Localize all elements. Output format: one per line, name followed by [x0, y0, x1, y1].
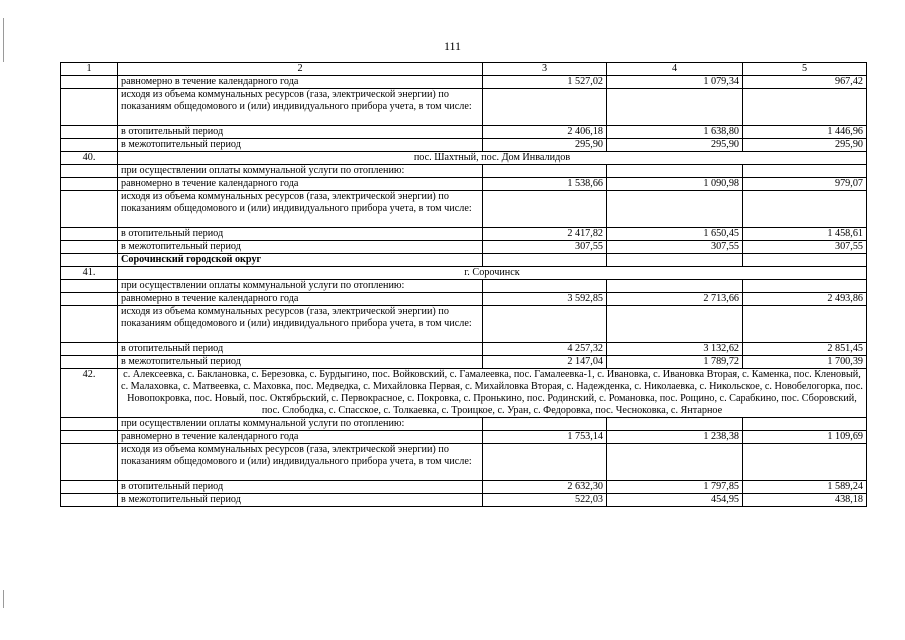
- item-number: 42.: [61, 369, 118, 418]
- value-cell: [483, 444, 607, 481]
- number-cell: [61, 343, 118, 356]
- value-cell: 2 493,86: [743, 293, 867, 306]
- number-cell: [61, 241, 118, 254]
- value-cell: [607, 89, 743, 126]
- value-cell: [607, 418, 743, 431]
- number-cell: [61, 431, 118, 444]
- scan-edge-mark: [3, 590, 4, 608]
- value-cell: 1 638,80: [607, 126, 743, 139]
- label-cell: равномерно в течение календарного года: [118, 76, 483, 89]
- table-row: [61, 178, 867, 191]
- value-cell: [607, 444, 743, 481]
- table-row: [61, 494, 867, 507]
- value-cell: 1 238,38: [607, 431, 743, 444]
- table-row: [61, 89, 867, 126]
- value-cell: [607, 306, 743, 343]
- value-cell: [483, 89, 607, 126]
- settlement-list: с. Алексеевка, с. Баклановка, с. Березовка, с. Бурдыгино, пос. Войковский, с. Гамалеевка, пос. Гамалеевка-1, с. Ивановка, с. Ивановка Вторая, с. Каменка, пос. Кленовый, с. Малаховка, с. Матвеевка, с. Маховка, пос. Медведка, с. Михайловка Первая, с. Михайловка Вторая, с. Надежденка, с. Николаевка, с. Никольское, с. Новобелогорка, пос. Новопокровка, пос. Новый, пос. Октябрьский, с. Первокрасное, с. Покровка, с. Пронькино, пос. Родинский, с. Романовка, пос. Рощино, с. Сарабкино, пос. Сборовский, пос. Слободка, с. Спасское, с. Толкаевка, с. Троицкое, с. Уран, с. Федоровка, пос. Чесноковка, с. Янтарное: [118, 369, 867, 418]
- value-cell: 295,90: [483, 139, 607, 152]
- value-cell: 438,18: [743, 494, 867, 507]
- value-cell: [743, 191, 867, 228]
- value-cell: [743, 254, 867, 267]
- number-cell: [61, 444, 118, 481]
- number-cell: [61, 228, 118, 241]
- number-cell: [61, 481, 118, 494]
- value-cell: [607, 280, 743, 293]
- number-cell: [61, 76, 118, 89]
- value-cell: [743, 444, 867, 481]
- header-cell: 1: [61, 63, 118, 76]
- value-cell: 3 132,62: [607, 343, 743, 356]
- value-cell: [743, 306, 867, 343]
- number-cell: [61, 280, 118, 293]
- number-cell: [61, 165, 118, 178]
- value-cell: 522,03: [483, 494, 607, 507]
- table-row: [61, 356, 867, 369]
- number-cell: [61, 494, 118, 507]
- header-cell: 5: [743, 63, 867, 76]
- item-number: 41.: [61, 267, 118, 280]
- value-cell: 307,55: [607, 241, 743, 254]
- table-row: [61, 267, 867, 280]
- header-cell: 3: [483, 63, 607, 76]
- table-row: [61, 165, 867, 178]
- value-cell: 1 538,66: [483, 178, 607, 191]
- value-cell: [483, 254, 607, 267]
- table-row: [61, 280, 867, 293]
- number-cell: [61, 178, 118, 191]
- value-cell: 4 257,32: [483, 343, 607, 356]
- value-cell: 2 406,18: [483, 126, 607, 139]
- table-row: [61, 369, 867, 418]
- table-row: [61, 254, 867, 267]
- number-cell: [61, 293, 118, 306]
- number-cell: [61, 254, 118, 267]
- value-cell: 454,95: [607, 494, 743, 507]
- label-cell: при осуществлении оплаты коммунальной услуги по отоплению:: [118, 418, 483, 431]
- value-cell: [743, 165, 867, 178]
- table-header-row: [61, 63, 867, 76]
- table-row: [61, 444, 867, 481]
- label-cell: в межотопительный период: [118, 139, 483, 152]
- table-row: [61, 139, 867, 152]
- label-cell: исходя из объема коммунальных ресурсов (газа, электрической энергии) по показаниям общедомового и (или) индивидуального прибора учета, в том числе:: [118, 89, 483, 126]
- value-cell: [607, 191, 743, 228]
- district-heading: Сорочинский городской округ: [118, 254, 483, 267]
- value-cell: 979,07: [743, 178, 867, 191]
- label-cell: в межотопительный период: [118, 356, 483, 369]
- item-number: 40.: [61, 152, 118, 165]
- value-cell: 1 650,45: [607, 228, 743, 241]
- table-row: [61, 126, 867, 139]
- settlement-name: пос. Шахтный, пос. Дом Инвалидов: [118, 152, 867, 165]
- page-number: 111: [443, 39, 462, 53]
- value-cell: 295,90: [607, 139, 743, 152]
- table-row: [61, 481, 867, 494]
- number-cell: [61, 356, 118, 369]
- value-cell: 2 632,30: [483, 481, 607, 494]
- table-row: [61, 293, 867, 306]
- value-cell: 307,55: [483, 241, 607, 254]
- label-cell: при осуществлении оплаты коммунальной услуги по отоплению:: [118, 165, 483, 178]
- number-cell: [61, 126, 118, 139]
- number-cell: [61, 306, 118, 343]
- table-row: [61, 152, 867, 165]
- label-cell: исходя из объема коммунальных ресурсов (газа, электрической энергии) по показаниям общедомового и (или) индивидуального прибора учета, в том числе:: [118, 306, 483, 343]
- value-cell: 2 851,45: [743, 343, 867, 356]
- value-cell: 2 713,66: [607, 293, 743, 306]
- value-cell: 1 446,96: [743, 126, 867, 139]
- header-cell: 4: [607, 63, 743, 76]
- label-cell: в межотопительный период: [118, 241, 483, 254]
- number-cell: [61, 139, 118, 152]
- value-cell: 295,90: [743, 139, 867, 152]
- value-cell: [743, 418, 867, 431]
- value-cell: [483, 165, 607, 178]
- value-cell: 2 147,04: [483, 356, 607, 369]
- table-row: [61, 343, 867, 356]
- table-row: [61, 418, 867, 431]
- value-cell: 1 753,14: [483, 431, 607, 444]
- table-row: [61, 228, 867, 241]
- value-cell: [483, 191, 607, 228]
- value-cell: 1 789,72: [607, 356, 743, 369]
- value-cell: 1 797,85: [607, 481, 743, 494]
- value-cell: [483, 306, 607, 343]
- value-cell: [607, 254, 743, 267]
- label-cell: равномерно в течение календарного года: [118, 293, 483, 306]
- table-row: [61, 241, 867, 254]
- value-cell: 1 527,02: [483, 76, 607, 89]
- value-cell: [607, 165, 743, 178]
- value-cell: 307,55: [743, 241, 867, 254]
- number-cell: [61, 191, 118, 228]
- value-cell: [483, 418, 607, 431]
- value-cell: 2 417,82: [483, 228, 607, 241]
- tariff-table: [60, 62, 867, 507]
- label-cell: исходя из объема коммунальных ресурсов (газа, электрической энергии) по показаниям общедомового и (или) индивидуального прибора учета, в том числе:: [118, 191, 483, 228]
- value-cell: 3 592,85: [483, 293, 607, 306]
- label-cell: в межотопительный период: [118, 494, 483, 507]
- table-row: [61, 191, 867, 228]
- label-cell: исходя из объема коммунальных ресурсов (газа, электрической энергии) по показаниям общедомового и (или) индивидуального прибора учета, в том числе:: [118, 444, 483, 481]
- label-cell: равномерно в течение календарного года: [118, 178, 483, 191]
- settlement-name: г. Сорочинск: [118, 267, 867, 280]
- label-cell: в отопительный период: [118, 126, 483, 139]
- label-cell: в отопительный период: [118, 481, 483, 494]
- label-cell: в отопительный период: [118, 343, 483, 356]
- value-cell: 1 109,69: [743, 431, 867, 444]
- value-cell: 1 458,61: [743, 228, 867, 241]
- value-cell: 1 090,98: [607, 178, 743, 191]
- table-row: [61, 306, 867, 343]
- number-cell: [61, 418, 118, 431]
- label-cell: при осуществлении оплаты коммунальной услуги по отоплению:: [118, 280, 483, 293]
- table-row: [61, 431, 867, 444]
- value-cell: [743, 89, 867, 126]
- value-cell: [483, 280, 607, 293]
- value-cell: [743, 280, 867, 293]
- value-cell: 1 700,39: [743, 356, 867, 369]
- value-cell: 1 079,34: [607, 76, 743, 89]
- table-row: [61, 76, 867, 89]
- label-cell: равномерно в течение календарного года: [118, 431, 483, 444]
- value-cell: 1 589,24: [743, 481, 867, 494]
- label-cell: в отопительный период: [118, 228, 483, 241]
- header-cell: 2: [118, 63, 483, 76]
- value-cell: 967,42: [743, 76, 867, 89]
- number-cell: [61, 89, 118, 126]
